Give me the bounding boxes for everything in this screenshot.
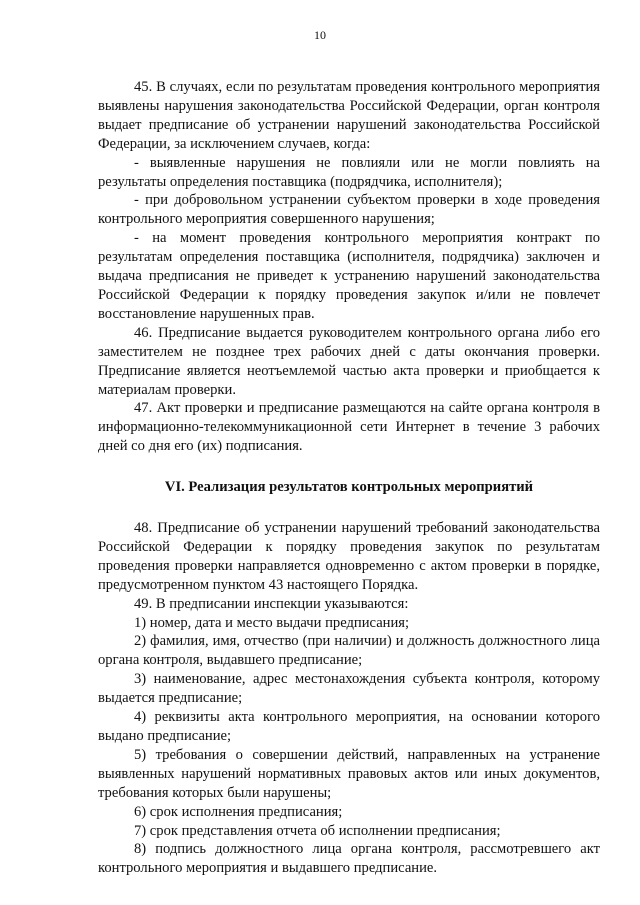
- list-item-7: 7) срок представления отчета об исполнении предписания;: [134, 822, 501, 839]
- list-item-2: 2) фамилия, имя, отчество (при наличии) и должность должностного лица органа контроля, выдавшего предписание;: [98, 633, 600, 669]
- list-item-exception-3: - на момент проведения контрольного мероприятия контракт по результатам определения поставщика (исполнителя, подрядчика) заключен и выдача предписания не приведет к устранению нарушений законодательства Российской Федерации к порядку проведения закупок и/или не повлечет восстановление нарушенных прав.: [98, 230, 600, 322]
- list-item-exception-2: - при добровольном устранении субъектом проверки в ходе проведения контрольного мероприятия совершенного нарушения;: [98, 192, 600, 228]
- list-item-exception-1: - выявленные нарушения не повлияли или не могли повлиять на результаты определения поставщика (подрядчика, исполнителя);: [98, 154, 600, 190]
- paragraph-49: 49. В предписании инспекции указываются:: [134, 595, 409, 612]
- list-item-6: 6) срок исполнения предписания;: [134, 803, 343, 820]
- page-number: 10: [314, 28, 326, 42]
- paragraph-47: 47. Акт проверки и предписание размещаются на сайте органа контроля в информационно-телекоммуникационной сети Интернет в течение 3 рабочих дней со дня его (их) подписания.: [98, 400, 600, 455]
- paragraph-45: 45. В случаях, если по результатам проведения контрольного мероприятия выявлены нарушения законодательства Российской Федерации, орган контроля выдает предписание об устранении нарушений законодательства Российской Федерации, за исключением случаев, когда:: [98, 79, 600, 152]
- list-item-3: 3) наименование, адрес местонахождения субъекта контроля, которому выдается предписание;: [98, 671, 600, 707]
- section-heading: VI. Реализация результатов контрольных мероприятий: [164, 479, 534, 496]
- document-body: [98, 78, 600, 878]
- paragraph-48: 48. Предписание об устранении нарушений требований законодательства Российской Федерации к порядку проведения закупок по результатам проведения проверки направляется одновременно с актом проверки в порядке, предусмотренном пунктом 43 настоящего Порядка.: [98, 520, 600, 593]
- list-item-1: 1) номер, дата и место выдачи предписания;: [134, 614, 410, 631]
- list-item-5: 5) требования о совершении действий, направленных на устранение выявленных нарушений нормативных правовых актов или иных документов, требования которых были нарушены;: [98, 746, 600, 801]
- list-item-8: 8) подпись должностного лица органа контроля, рассмотревшего акт контрольного мероприятия и выдавшего предписание.: [98, 841, 600, 877]
- paragraph-46: 46. Предписание выдается руководителем контрольного органа либо его заместителем не позднее трех рабочих дней с даты окончания проверки. Предписание является неотъемлемой частью акта проверки и приобщается к материалам проверки.: [98, 324, 600, 398]
- list-item-4: 4) реквизиты акта контрольного мероприятия, на основании которого выдано предписание;: [98, 709, 600, 744]
